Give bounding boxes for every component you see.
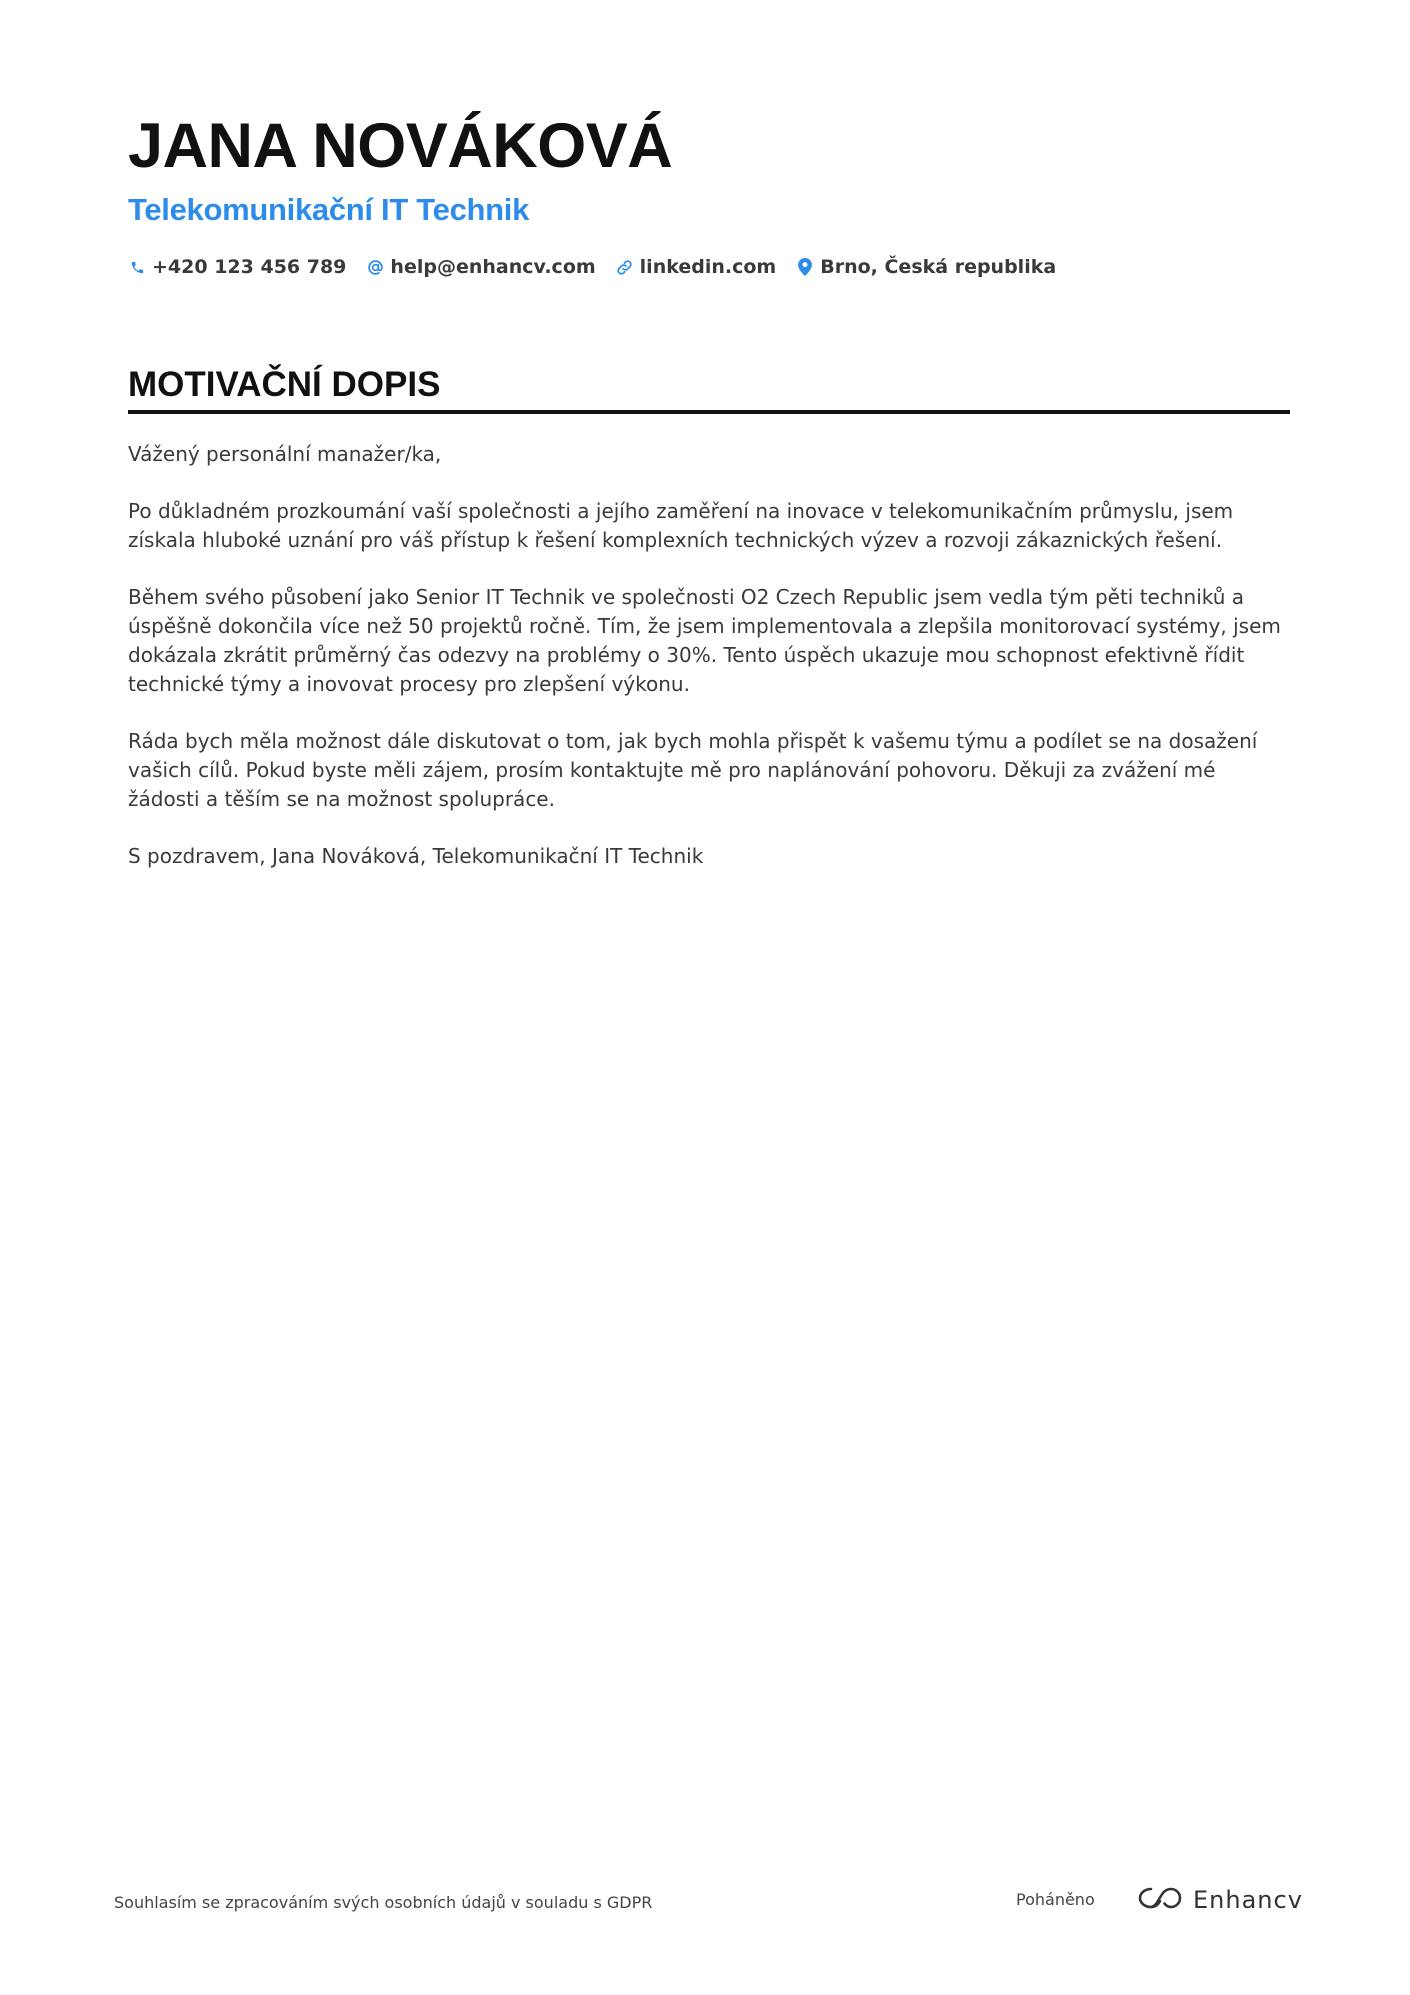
contact-linkedin[interactable]: [616, 256, 777, 278]
location-pin-icon: [796, 258, 814, 276]
powered-by-label: Poháněno: [1016, 1890, 1095, 1909]
letter-paragraph: Ráda bych měla možnost dále diskutovat o tom, jak bych mohla přispět k vašemu týmu a podílet se na dosažení vašich cílů. Pokud byste měli zájem, prosím kontaktujte mě pro naplánování pohovoru. Děkuji za zvážení mé žádosti a těším se na možnost spolupráce.: [128, 729, 1258, 811]
candidate-name: JANA NOVÁKOVÁ: [128, 111, 673, 181]
section-divider: [128, 410, 1290, 414]
at-icon: [366, 258, 384, 276]
section-title: MOTIVAČNÍ DOPIS: [128, 365, 441, 404]
contact-email-text: help@enhancv.com: [390, 256, 596, 278]
link-icon: [616, 258, 634, 276]
letter-salutation: Vážený personální manažer/ka,: [128, 442, 442, 466]
contact-list: [128, 252, 1288, 282]
candidate-role: Telekomunikační IT Technik: [128, 192, 530, 227]
contact-linkedin-text: linkedin.com: [639, 256, 777, 278]
enhancv-brand-link[interactable]: [1137, 1880, 1303, 1920]
enhancv-logo-icon: [1137, 1885, 1183, 1915]
letter-body: [128, 440, 1293, 899]
contact-email[interactable]: [366, 256, 595, 278]
contact-location-text: Brno, Česká republika: [820, 256, 1057, 278]
header: [128, 106, 1288, 282]
contact-phone: [128, 256, 346, 278]
contact-phone-text: +420 123 456 789: [152, 256, 347, 278]
enhancv-brand-name: Enhancv: [1193, 1886, 1303, 1914]
letter-paragraph: Po důkladném prozkoumání vaší společnosti a jejího zaměření na inovace v telekomunikačním průmyslu, jsem získala hluboké uznání pro váš přístup k řešení komplexních technických výzev a rozvoji zákaznických řešení.: [128, 499, 1234, 552]
gdpr-consent-text: Souhlasím se zpracováním svých osobních údajů v souladu s GDPR: [114, 1893, 653, 1912]
contact-location: [796, 256, 1056, 278]
letter-closing: S pozdravem, Jana Nováková, Telekomunikační IT Technik: [128, 844, 704, 868]
phone-icon: [128, 258, 146, 276]
letter-paragraph: Během svého působení jako Senior IT Technik ve společnosti O2 Czech Republic jsem vedla tým pěti techniků a úspěšně dokončila více než 50 projektů ročně. Tím, že jsem implementovala a zlepšila monitorovací systémy, jsem dokázala zkrátit průměrný čas odezvy na problémy o 30%. Tento úspěch ukazuje mou schopnost efektivně řídit technické týmy a inovovat procesy pro zlepšení výkonu.: [128, 585, 1281, 696]
